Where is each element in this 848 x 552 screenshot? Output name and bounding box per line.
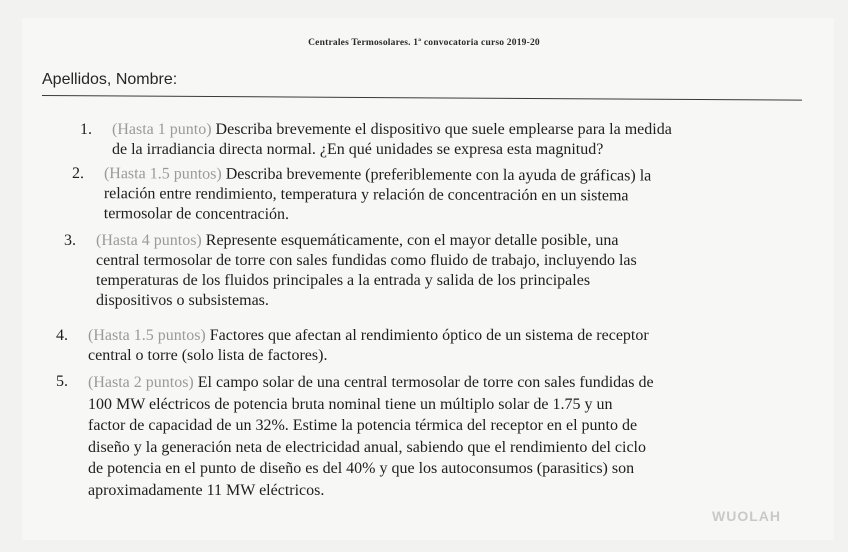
question-text: El campo solar de una central termosolar de torre con sales fundidas de (193, 374, 654, 391)
question-points: (Hasta 2 puntos) (88, 374, 194, 391)
question-line (88, 326, 649, 346)
question-number: 2. (71, 164, 84, 183)
question-number: 4. (56, 327, 68, 344)
question-line: relación entre rendimiento, temperatura y relación de concentración en un sistema (103, 185, 629, 205)
exam-header: Centrales Termosolares. 1ª convocatoria curso 2019-20 (308, 38, 540, 48)
question-text: Represente esquemáticamente, con el mayor detalle posible, una (201, 232, 619, 249)
question-text: Describa brevemente (preferiblemente con la ayuda de gráficas) la (221, 165, 652, 185)
name-field-label: Apellidos, Nombre: (42, 71, 178, 88)
question-text: Describa brevemente el dispositivo que suele emplearse para la medida (211, 121, 672, 138)
question-points: (Hasta 4 puntos) (96, 232, 202, 249)
question-line: 100 MW eléctricos de potencia bruta nominal tiene un múltiplo solar de 1.75 y un (88, 395, 613, 413)
question-line: aproximadamente 11 MW eléctricos. (88, 481, 325, 499)
question-body (112, 120, 672, 160)
question-number: 3. (64, 232, 76, 249)
question-line: dispositivos o subsistemas. (96, 292, 269, 309)
question-text: Factores que afectan al rendimiento óptico de un sistema de receptor (205, 327, 649, 344)
question-line: de la irradiancia directa normal. ¿En qué unidades se expresa esta magnitud? (112, 141, 604, 158)
question-body (88, 326, 649, 366)
question-points: (Hasta 1 punto) (112, 121, 212, 138)
question-number: 5. (56, 373, 68, 390)
question-number: 1. (80, 121, 92, 138)
question-line (104, 164, 651, 186)
question-line: temperaturas de los fluidos principales a la entrada y salida de los principales (96, 272, 591, 289)
question-line (112, 120, 672, 140)
question-points: (Hasta 1.5 puntos) (103, 165, 222, 183)
question-line: central termosolar de torre con sales fundidas como fluido de trabajo, incluyendo las (96, 252, 637, 269)
question-line: factor de capacidad de un 32%. Estime la potencia térmica del receptor en el punto de (88, 417, 638, 434)
watermark-logo: WUOLAH (712, 508, 781, 524)
question-line (96, 231, 637, 251)
question-line: de potencia en el punto de diseño es del 40% y que los autoconsumos (parasitics) son (88, 460, 635, 477)
question-body (88, 372, 654, 501)
question-points: (Hasta 1.5 puntos) (88, 327, 206, 344)
question-line: diseño y la generación neta de electricidad anual, sabiendo que el rendimiento del ciclo (88, 438, 646, 456)
question-line: central o torre (solo lista de factores). (88, 347, 328, 364)
question-body (104, 164, 652, 226)
question-line (88, 372, 654, 394)
question-line: termosolar de concentración. (103, 205, 290, 223)
question-body (96, 231, 637, 311)
